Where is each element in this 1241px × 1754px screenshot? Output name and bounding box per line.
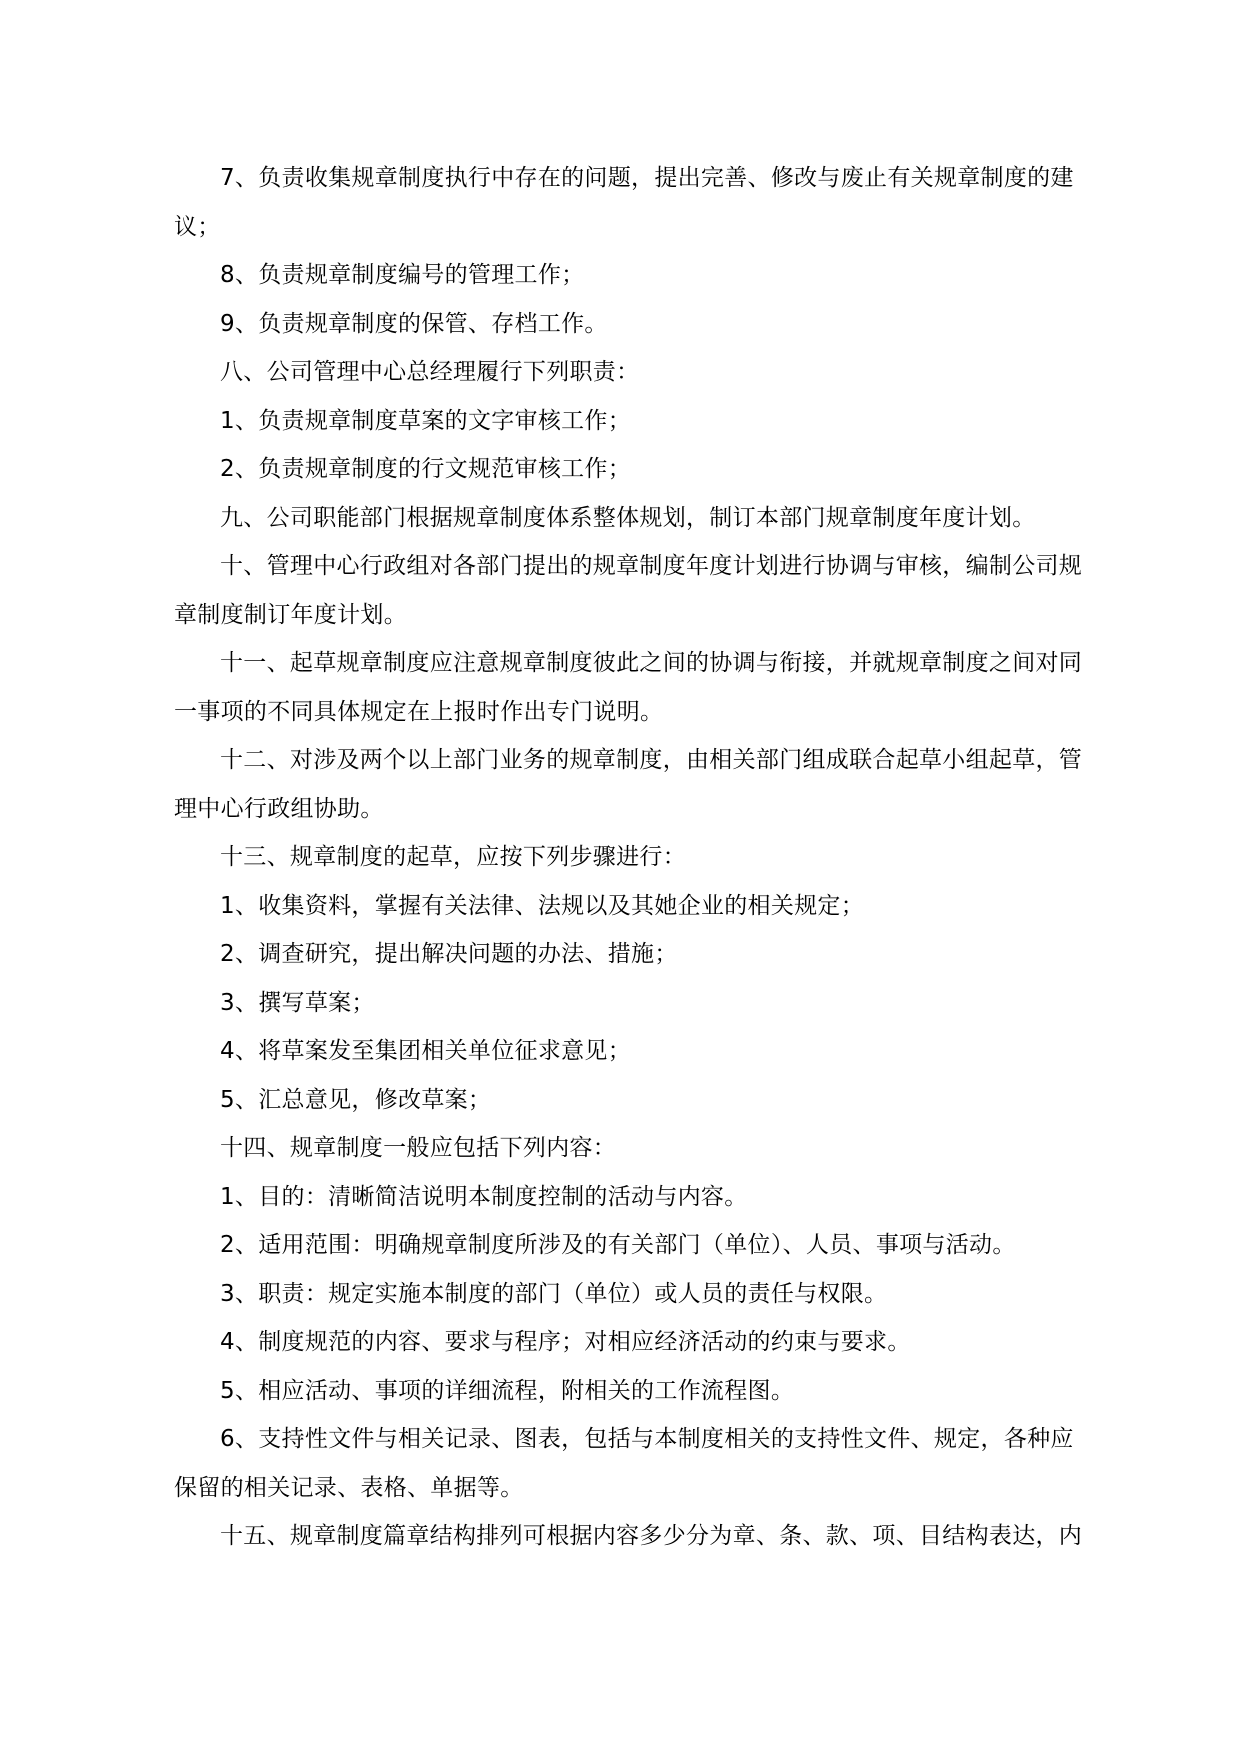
paragraph-content-3: 3、职责：规定实施本制度的部门（单位）或人员的责任与权限。 xyxy=(220,1280,888,1307)
paragraph-item-1: 1、负责规章制度草案的文字审核工作； xyxy=(220,407,632,434)
document-body xyxy=(174,154,1090,1561)
paragraph-step-5: 5、汇总意见，修改草案； xyxy=(220,1086,492,1113)
paragraph-item-9: 9、负责规章制度的保管、存档工作。 xyxy=(220,310,608,337)
paragraph-item-7: 7、负责收集规章制度执行中存在的问题，提出完善、修改与废止有关规章制度的建议； xyxy=(174,165,1074,240)
paragraph-item-8: 8、负责规章制度编号的管理工作； xyxy=(220,262,585,288)
paragraph-section-8: 八、公司管理中心总经理履行下列职责： xyxy=(220,359,640,385)
paragraph-content-2: 2、适用范围：明确规章制度所涉及的有关部门（单位）、人员、事项与活动。 xyxy=(220,1232,1016,1258)
paragraph-section-14: 十四、规章制度一般应包括下列内容： xyxy=(220,1135,617,1161)
paragraph-section-15: 十五、规章制度篇章结构排列可根据内容多少分为章、条、款、项、目结构表达，内 xyxy=(220,1523,1083,1549)
paragraph-step-2: 2、调查研究，提出解决问题的办法、措施； xyxy=(220,941,678,967)
paragraph-step-3: 3、撰写草案； xyxy=(220,989,375,1016)
paragraph-section-12: 十二、对涉及两个以上部门业务的规章制度，由相关部门组成联合起草小组起草，管理中心行政组协助。 xyxy=(174,747,1083,822)
paragraph-section-9: 九、公司职能部门根据规章制度体系整体规划，制订本部门规章制度年度计划。 xyxy=(220,504,1036,531)
paragraph-content-5: 5、相应活动、事项的详细流程，附相关的工作流程图。 xyxy=(220,1377,795,1404)
paragraph-step-4: 4、将草案发至集团相关单位征求意见； xyxy=(220,1038,632,1064)
paragraph-step-1: 1、收集资料，掌握有关法律、法规以及其她企业的相关规定； xyxy=(220,892,865,919)
paragraph-section-10: 十、管理中心行政组对各部门提出的规章制度年度计划进行协调与审核，编制公司规章制度制订年度计划。 xyxy=(174,553,1083,628)
paragraph-content-1: 1、目的：清晰简洁说明本制度控制的活动与内容。 xyxy=(220,1183,748,1210)
paragraph-content-4: 4、制度规范的内容、要求与程序；对相应经济活动的约束与要求。 xyxy=(220,1329,911,1355)
paragraph-section-11: 十一、起草规章制度应注意规章制度彼此之间的协调与衔接，并就规章制度之间对同一事项的不同具体规定在上报时作出专门说明。 xyxy=(174,650,1083,725)
paragraph-section-13: 十三、规章制度的起草，应按下列步骤进行： xyxy=(220,844,686,870)
paragraph-content-6: 6、支持性文件与相关记录、图表，包括与本制度相关的支持性文件、规定，各种应保留的相关记录、表格、单据等。 xyxy=(174,1426,1074,1501)
paragraph-item-2: 2、负责规章制度的行文规范审核工作； xyxy=(220,456,632,482)
